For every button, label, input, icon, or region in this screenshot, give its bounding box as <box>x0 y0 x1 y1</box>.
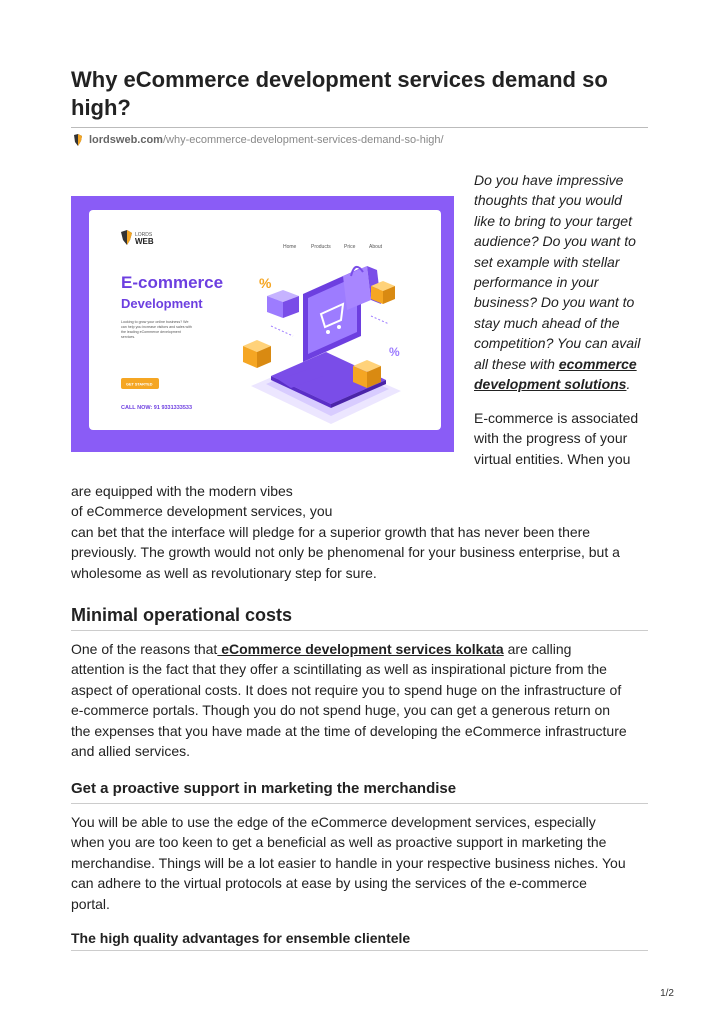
page-title: Why eCommerce development services demand so high? <box>71 67 608 120</box>
section-divider-3 <box>71 950 648 951</box>
intro-paragraph: are equipped with the modern vibes of eCommerce development services, you can bet that the interface will pledge for a superior growth that has never been there previously. The growth would not only be phenomenal for your business enterprise, but a wholesome as well as revolutionary step for sure. <box>71 483 620 581</box>
hero-nav-products: Products <box>311 244 331 250</box>
ecommerce-solutions-link-cont[interactable]: development solutions <box>474 376 627 393</box>
page-number: 1/2 <box>660 988 674 999</box>
intro-sidebar-text: Do you have impressive thoughts that you would like to bring to your target audience? Do you want to set example with stellar performance in your business? Do you want to stay much ahead of the competition? You can avail all these with ecommerce development solutions. <box>474 172 641 393</box>
hero-blurb-1: Looking to grow your online business? We <box>121 320 189 324</box>
hero-blurb-3: the leading eCommerce development <box>121 330 181 334</box>
hero-headline-2: Development <box>121 296 203 311</box>
lordsweb-logo-icon <box>71 133 85 147</box>
hero-logo-text: WEB <box>135 237 154 246</box>
hero-nav-price: Price <box>344 244 356 250</box>
hero-logo-small: LORDS <box>135 232 153 238</box>
section-heading-proactive-support: Get a proactive support in marketing the merchandise <box>71 780 457 797</box>
source-line <box>71 133 444 147</box>
hero-blurb-4: services. <box>121 335 136 339</box>
section-divider-2 <box>71 803 648 804</box>
section-heading-minimal-costs: Minimal operational costs <box>71 605 293 625</box>
section-paragraph-proactive-support: You will be able to use the edge of the eCommerce development services, especially when you are too keen to get a beneficial as well as proactive support in marketing the merchandise. Things will be a lot easier to handle in your respective business niches. You can adhere to the virtual protocols at ease by using the services of the e-commerce portal. <box>71 814 626 912</box>
percent-icon: % <box>259 275 272 291</box>
hero-nav-home: Home <box>283 244 297 250</box>
hero-blurb-2: can help you increase visitors and sales with <box>121 325 192 329</box>
hero-illustration <box>71 196 454 452</box>
hero-call-text: CALL NOW: 91 9331333533 <box>121 405 193 411</box>
section-heading-quality-advantages: The high quality advantages for ensemble clientele <box>71 930 411 946</box>
intro-sidebar-text-2: E-commerce is associated with the progress of your virtual entities. When you <box>474 410 639 467</box>
section-divider <box>71 630 648 631</box>
hero-cta-label: GET STARTED <box>126 382 153 387</box>
hero-headline-1: E-commerce <box>121 273 224 292</box>
ecommerce-kolkata-link[interactable]: eCommerce development services kolkata <box>217 641 504 657</box>
title-divider <box>71 127 648 128</box>
section-paragraph-minimal-costs: One of the reasons that eCommerce development services kolkata are calling attention is the fact that they offer a scintillating as well as inspirational picture from the aspect of operational costs. It does not require you to spend huge on the infrastructure of e-commerce portals. Though you do not spend huge, you can get a generous return on the expenses that you have made at the time of developing the eCommerce infrastructure and allied services. <box>71 641 627 760</box>
source-domain-link[interactable]: lordsweb.com <box>89 134 163 146</box>
hero-banner-image <box>71 196 454 452</box>
ecommerce-solutions-link[interactable]: ecommerce <box>558 355 637 372</box>
source-path: /why-ecommerce-development-services-demand-so-high/ <box>162 134 444 146</box>
percent-icon-2: % <box>389 345 400 359</box>
hero-nav-about: About <box>369 244 383 250</box>
